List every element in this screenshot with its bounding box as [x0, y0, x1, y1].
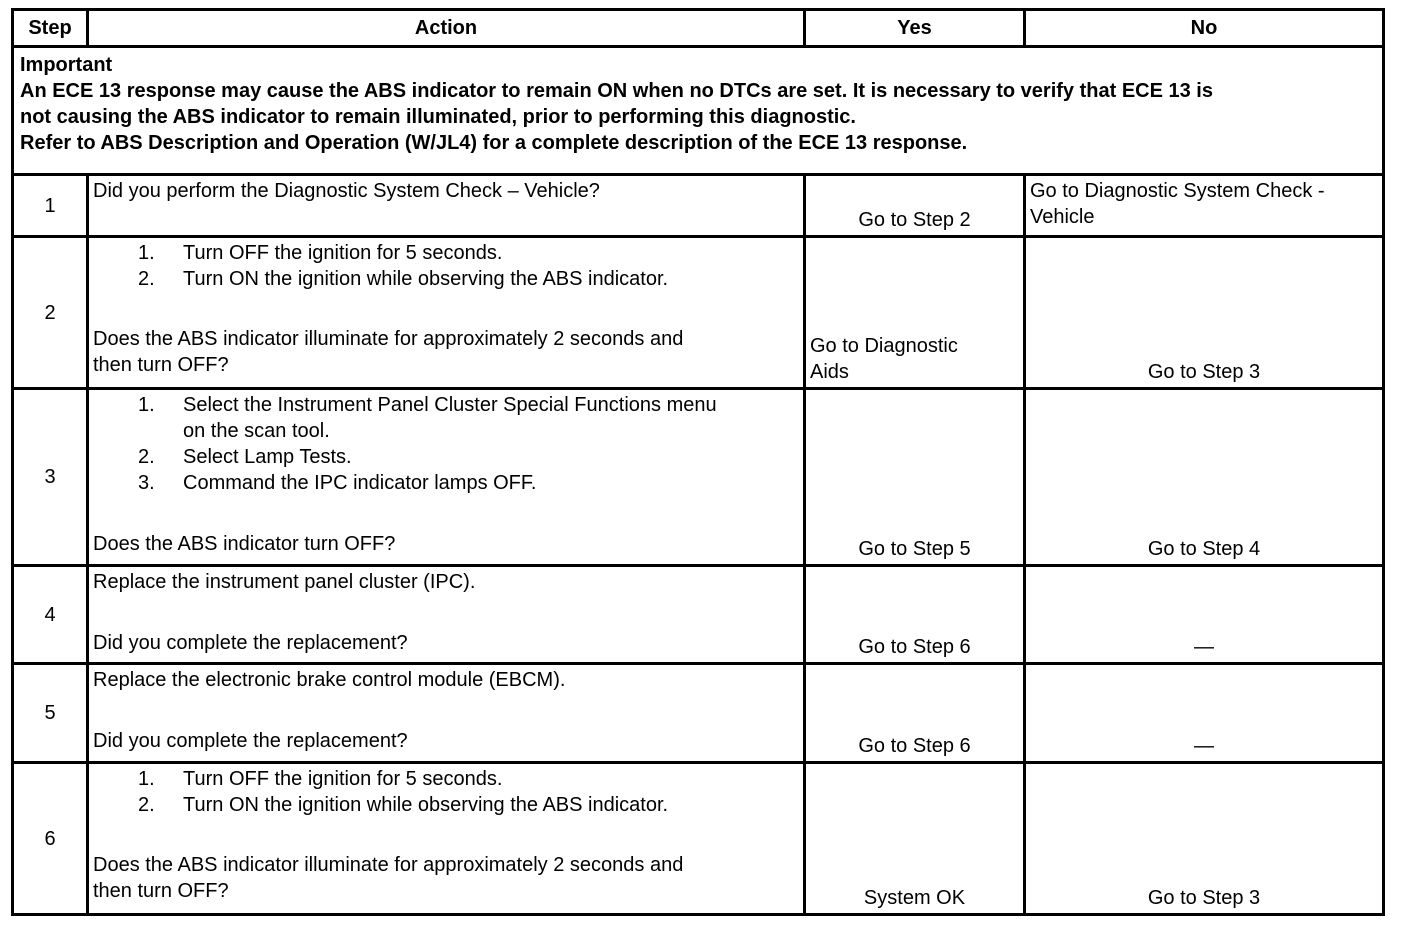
step-number: 4 [13, 566, 88, 664]
action-cell [88, 664, 805, 763]
yes-cell: Go to Step 5 [805, 389, 1025, 566]
action-cell [88, 389, 805, 566]
header-action: Action [88, 10, 805, 47]
yes-cell: Go to Step 6 [805, 664, 1025, 763]
action-step-item: 3. Command the IPC indicator lamps OFF. [138, 472, 537, 494]
yes-cell: Go to Step 6 [805, 566, 1025, 664]
yes-line-1: Go to Diagnostic [810, 335, 958, 357]
action-cell [88, 175, 805, 237]
action-cell [88, 237, 805, 389]
action-question: Did you complete the replacement? [93, 730, 408, 752]
yes-line-2: Aids [810, 361, 849, 383]
no-cell: Go to Step 4 [1025, 389, 1384, 566]
action-question: Did you perform the Diagnostic System Check – Vehicle? [93, 180, 600, 202]
table-row [13, 389, 1384, 566]
action-question: Did you complete the replacement? [93, 632, 408, 654]
step-number: 3 [13, 389, 88, 566]
action-instruction: Replace the instrument panel cluster (IPC). [93, 571, 476, 593]
yes-cell [805, 237, 1025, 389]
table-row [13, 237, 1384, 389]
yes-cell: System OK [805, 763, 1025, 915]
action-step-item: 1. Turn OFF the ignition for 5 seconds. [138, 242, 503, 264]
action-steps [93, 392, 799, 496]
diagnostic-table [11, 8, 1385, 916]
action-question-line-1: Does the ABS indicator illuminate for approximately 2 seconds and [93, 854, 684, 876]
action-question-line-2: then turn OFF? [93, 880, 229, 902]
table-row [13, 175, 1384, 237]
important-title: Important [20, 54, 113, 76]
no-line-2: Vehicle [1030, 206, 1095, 228]
action-steps [93, 240, 799, 292]
action-question: Does the ABS indicator turn OFF? [93, 533, 396, 555]
table-row [13, 664, 1384, 763]
action-step-item: 2. Turn ON the ignition while observing the ABS indicator. [138, 794, 669, 816]
action-step-item: 1. Select the Instrument Panel Cluster Special Functions menu on the scan tool. [138, 394, 717, 442]
no-line-1: Go to Diagnostic System Check - [1030, 180, 1325, 202]
action-question-line-2: then turn OFF? [93, 354, 229, 376]
step-number: 1 [13, 175, 88, 237]
no-cell [1025, 175, 1384, 237]
table-row [13, 566, 1384, 664]
important-line-3: Refer to ABS Description and Operation (W/JL4) for a complete description of the ECE 13 response. [20, 132, 968, 154]
yes-cell: Go to Step 2 [805, 175, 1025, 237]
header-row [13, 10, 1384, 47]
step-number: 5 [13, 664, 88, 763]
no-cell: Go to Step 3 [1025, 763, 1384, 915]
header-yes: Yes [805, 10, 1025, 47]
step-number: 6 [13, 763, 88, 915]
action-question-line-1: Does the ABS indicator illuminate for approximately 2 seconds and [93, 328, 684, 350]
action-step-item: 2. Turn ON the ignition while observing the ABS indicator. [138, 268, 669, 290]
important-row [13, 47, 1384, 175]
action-step-item: 2. Select Lamp Tests. [138, 446, 352, 468]
action-step-item: 1. Turn OFF the ignition for 5 seconds. [138, 768, 503, 790]
action-steps [93, 766, 799, 818]
header-step: Step [13, 10, 88, 47]
no-cell: Go to Step 3 [1025, 237, 1384, 389]
important-line-1: An ECE 13 response may cause the ABS indicator to remain ON when no DTCs are set. It is necessary to verify that ECE 13 is [20, 80, 1213, 102]
action-cell [88, 566, 805, 664]
no-cell: — [1025, 664, 1384, 763]
header-no: No [1025, 10, 1384, 47]
action-instruction: Replace the electronic brake control module (EBCM). [93, 669, 566, 691]
step-number: 2 [13, 237, 88, 389]
action-cell [88, 763, 805, 915]
table-row [13, 763, 1384, 915]
no-cell: — [1025, 566, 1384, 664]
important-line-2: not causing the ABS indicator to remain illuminated, prior to performing this diagnostic. [20, 106, 856, 128]
important-note [13, 47, 1384, 175]
